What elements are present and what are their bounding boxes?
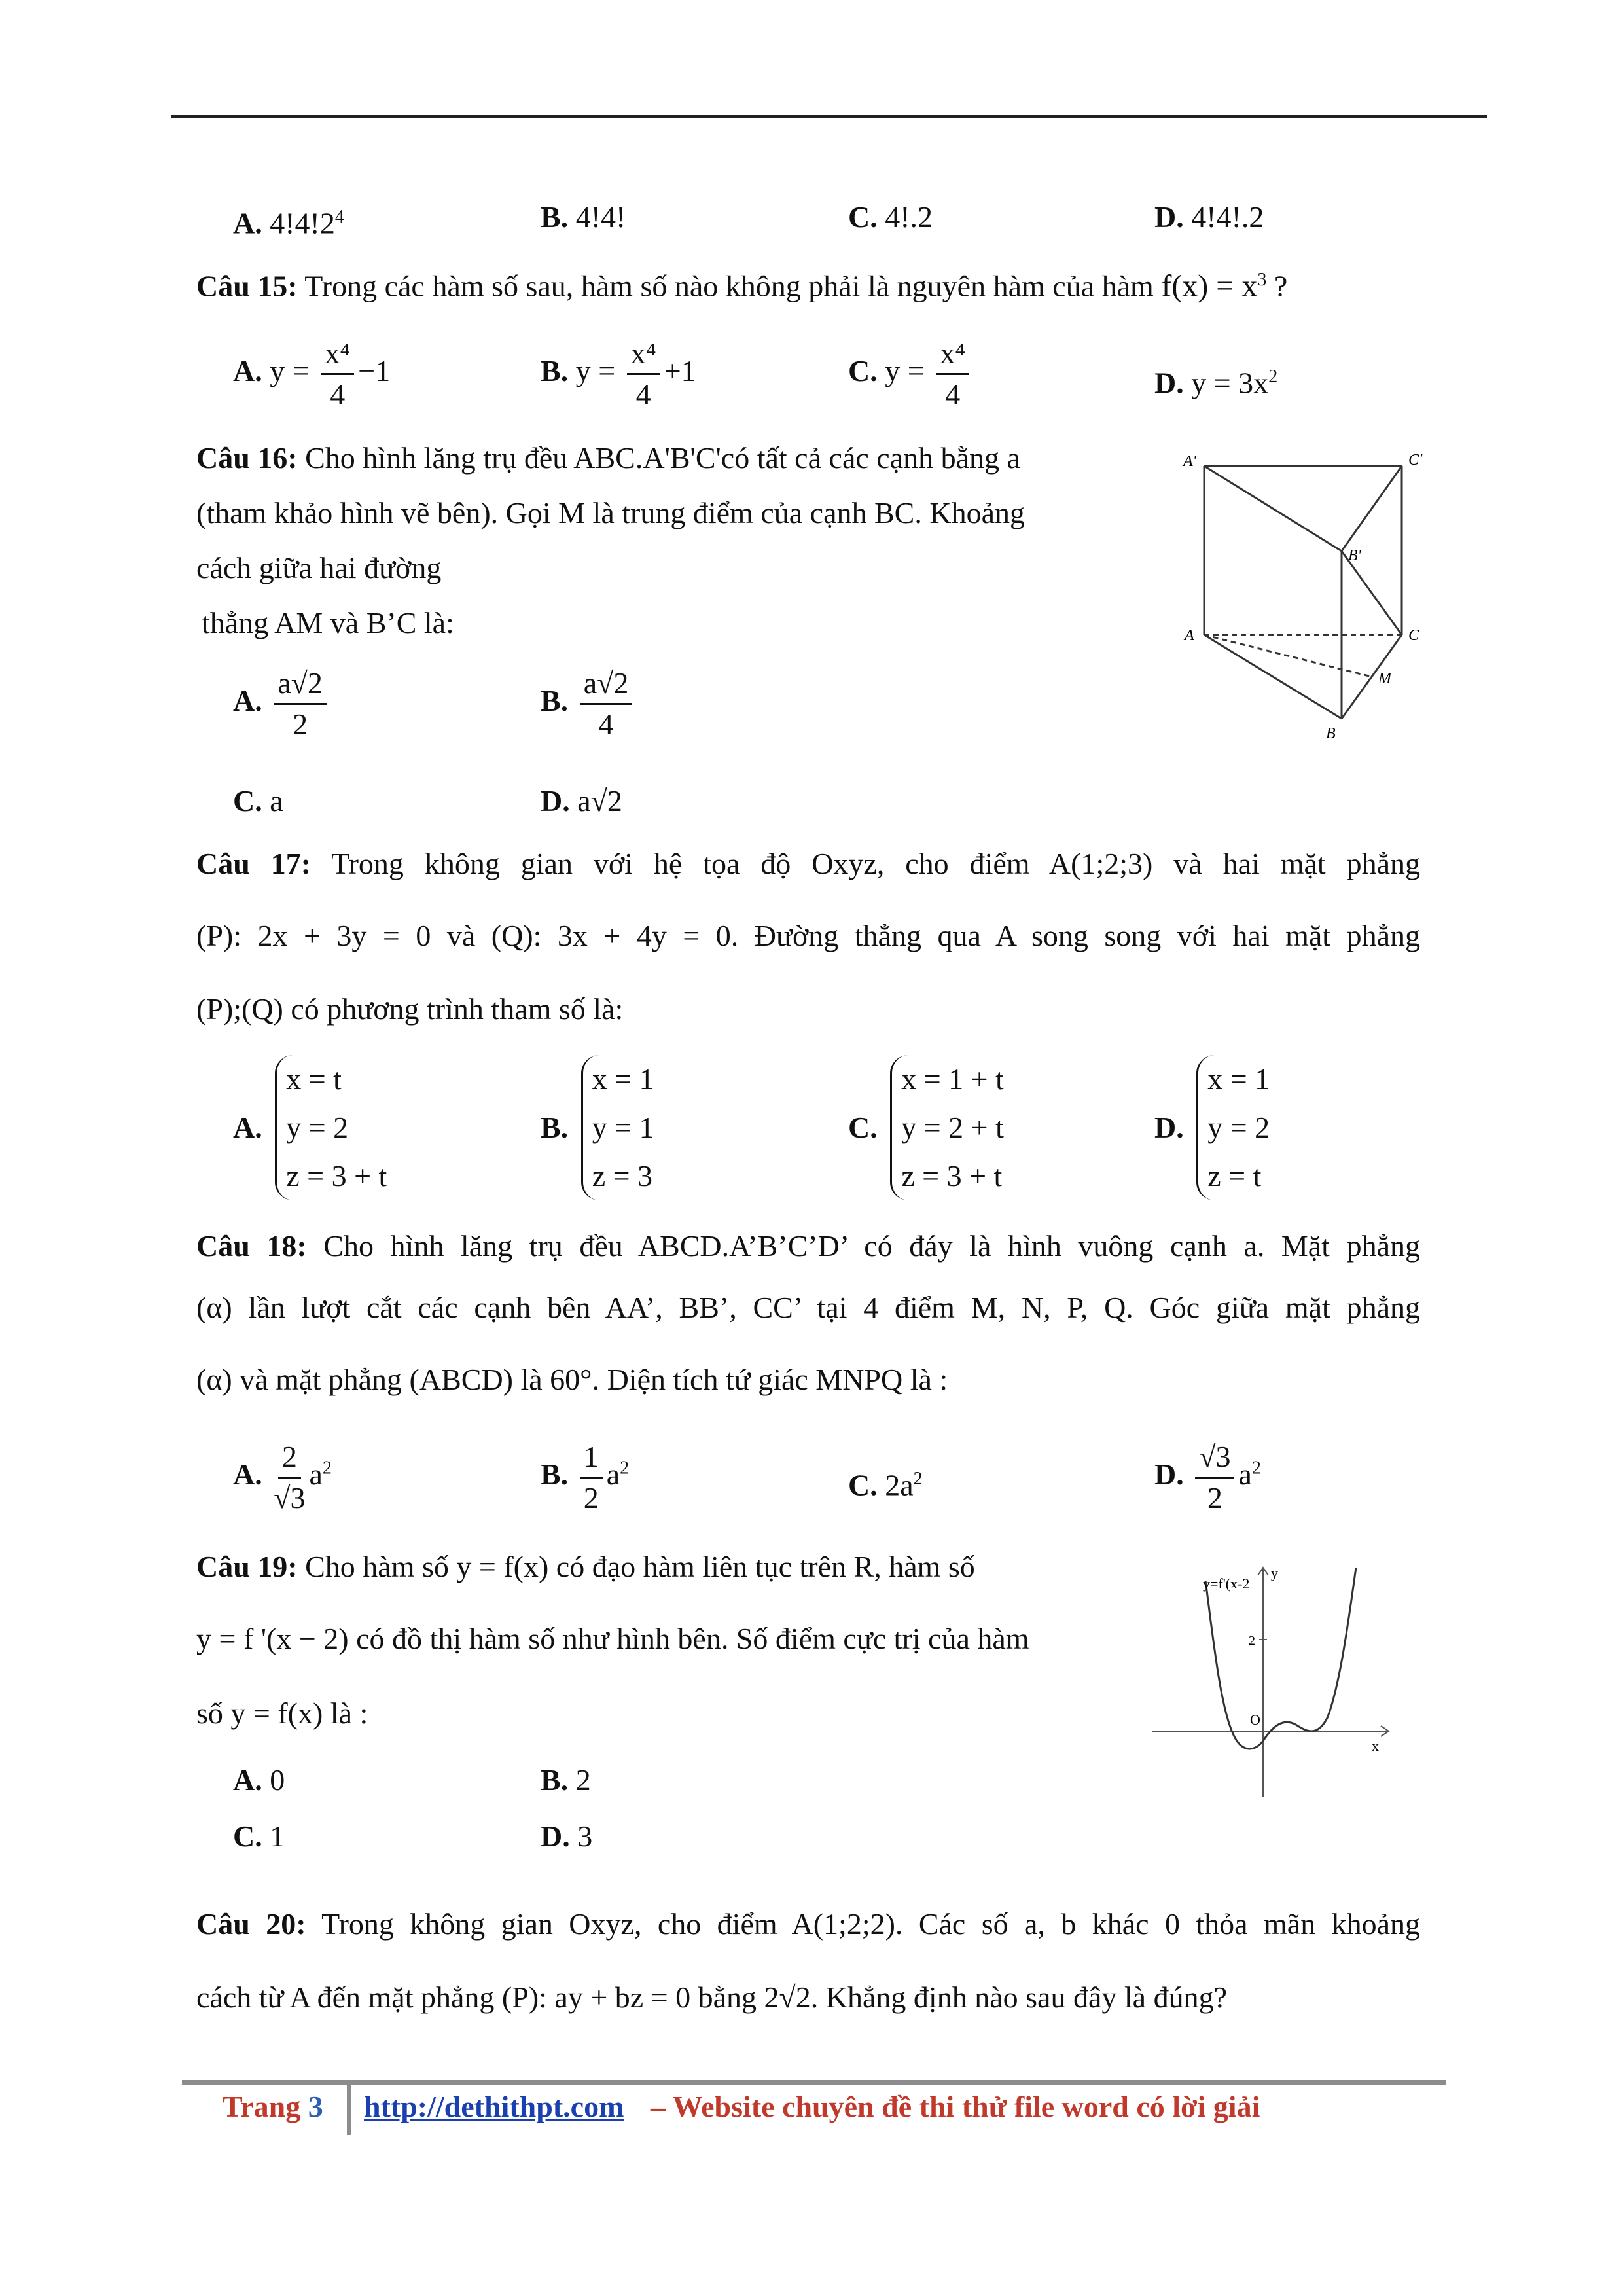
derivative-graph (1145, 1561, 1394, 1803)
q19-line-1: Câu 19: Cho hàm số y = f(x) có đạo hàm liên tục trên R, hàm số (196, 1550, 975, 1583)
q18-line-2: (α) lần lượt cắt các cạnh bên AA’, BB’, CC’ tại 4 điểm M, N, P, Q. Góc giữa mặt phẳng (196, 1291, 1420, 1324)
q18-option-c: C. $2a^2$ (848, 1468, 923, 1502)
q20-line-2: cách từ A đến mặt phẳng (P): ay + bz = 0 bằng 2√2. Khẳng định nào sau đây là đúng? (196, 1981, 1227, 2014)
graph-tick-label: 2 (1249, 1634, 1255, 1648)
q16-option-a: A. $\frac{a√2}{2}$ (233, 664, 330, 744)
label-c: C (1408, 627, 1419, 644)
segment-am (1204, 635, 1372, 677)
q16-option-c: C. a (233, 784, 283, 817)
header-rule (171, 115, 1487, 118)
q17-line-1: Câu 17: Trong không gian với hệ tọa độ Oxyz, cho điểm A(1;2;3) và hai mặt phẳng (196, 847, 1421, 880)
q17-system-d: x = 1 y = 2 z = t (1196, 1055, 1270, 1200)
q17-system-a: x = t y = 2 z = 3 + t (275, 1055, 387, 1200)
q17-option-a: A. x = t y = 2 z = 3 + t (233, 1055, 387, 1200)
edge-bc (1342, 635, 1402, 719)
q19-option-c: C. 1 (233, 1820, 285, 1853)
graph-x-label: x (1372, 1738, 1379, 1754)
q17-option-b: B. x = 1 y = 1 z = 3 (541, 1055, 654, 1200)
q16-line-3: cách giữa hai đường (196, 551, 442, 584)
q19-option-d: D. 3 (541, 1820, 593, 1853)
q19-line-2: y = f '(x − 2) có đồ thị hàm số như hình bên. Số điểm cực trị của hàm (196, 1622, 1029, 1655)
q16-option-d: D. a√2 (541, 784, 622, 817)
q15-option-d: D. $y = 3x^2$ (1154, 366, 1278, 400)
derivative-curve (1205, 1568, 1356, 1749)
label-c1: C' (1408, 452, 1423, 469)
q18-option-b: B. $\frac{1}{2}$ $a^2$ (541, 1437, 629, 1518)
website-link[interactable]: http://dethithpt.com (364, 2090, 624, 2123)
graph-curve-label: y=f'(x-2 (1203, 1575, 1250, 1592)
q18-option-d: D. $\frac{√3}{2}$ $a^2$ (1154, 1437, 1261, 1518)
q14-option-c: C. 4!.2 (848, 200, 933, 234)
q18-line-3: (α) và mặt phẳng (ABCD) là 60°. Diện tích tứ giác MNPQ là : (196, 1363, 948, 1396)
q17-system-c: x = 1 + t y = 2 + t z = 3 + t (890, 1055, 1004, 1200)
q20-line-1: Câu 20: Trong không gian Oxyz, cho điểm A(1;2;2). Các số a, b khác 0 thỏa mãn khoảng (196, 1907, 1421, 1941)
prism-figure (1171, 432, 1433, 740)
q19-option-a: A. 0 (233, 1763, 285, 1797)
label-a: A (1185, 627, 1194, 644)
edge-c1b1 (1342, 466, 1402, 551)
q16-line-4: thẳng AM và B’C là: (202, 606, 454, 639)
q15-option-c: C. y = $\frac{\text{x⁴}}{4}$ (848, 334, 973, 414)
q18-option-a: A. $\frac{2}{√3}$ $a^2$ (233, 1437, 332, 1518)
q15-stem: Câu 15: Trong các hàm số sau, hàm số nào không phải là nguyên hàm của hàm $f(x) = x^3$ ? (196, 268, 1288, 304)
q17-line-2: (P): 2x + 3y = 0 và (Q): 3x + 4y = 0. Đường thẳng qua A song song với hai mặt phẳng (196, 919, 1420, 952)
q16-line-2: (tham khảo hình vẽ bên). Gọi M là trung điểm của cạnh BC. Khoảng (196, 496, 1025, 529)
q15-option-a: A. y = $\frac{\text{x⁴}}{4}$ −1 (233, 334, 390, 414)
graph-y-label: y (1271, 1565, 1278, 1581)
footer-tagline: – Website chuyên đề thi thử file word có lời giải (651, 2090, 1260, 2123)
edge-a1b1 (1204, 466, 1342, 551)
footer-divider (347, 2085, 351, 2135)
q17-option-d: D. x = 1 y = 2 z = t (1154, 1055, 1270, 1200)
q15-option-b: B. y = $\frac{\text{x⁴}}{4}$ +1 (541, 334, 696, 414)
graph-origin-label: O (1250, 1712, 1260, 1728)
label-b: B (1326, 725, 1336, 740)
label-m: M (1378, 670, 1391, 687)
q17-system-b: x = 1 y = 1 z = 3 (581, 1055, 654, 1200)
q17-line-3: (P);(Q) có phương trình tham số là: (196, 992, 624, 1026)
q19-line-3: số y = f(x) là : (196, 1696, 368, 1730)
edge-ab (1204, 635, 1342, 719)
q18-line-1: Câu 18: Cho hình lăng trụ đều ABCD.A’B’C’D’ có đáy là hình vuông cạnh a. Mặt phẳng (196, 1229, 1420, 1263)
page-number: Trang 3 (223, 2090, 323, 2123)
q14-option-a: A. $4!4!2^4$ (233, 206, 344, 240)
q17-option-c: C. x = 1 + t y = 2 + t z = 3 + t (848, 1055, 1004, 1200)
q19-option-b: B. 2 (541, 1763, 591, 1797)
footer-rule (182, 2080, 1446, 2085)
q14-option-d: D. 4!4!.2 (1154, 200, 1264, 234)
q16-line-1: Câu 16: Cho hình lăng trụ đều ABC.A'B'C'có tất cả các cạnh bằng a (196, 441, 1020, 475)
q14-option-b: B. 4!4! (541, 200, 626, 234)
label-a1: A' (1183, 453, 1196, 470)
label-b1: B' (1348, 547, 1361, 564)
q16-option-b: B. $\frac{a√2}{4}$ (541, 664, 636, 744)
